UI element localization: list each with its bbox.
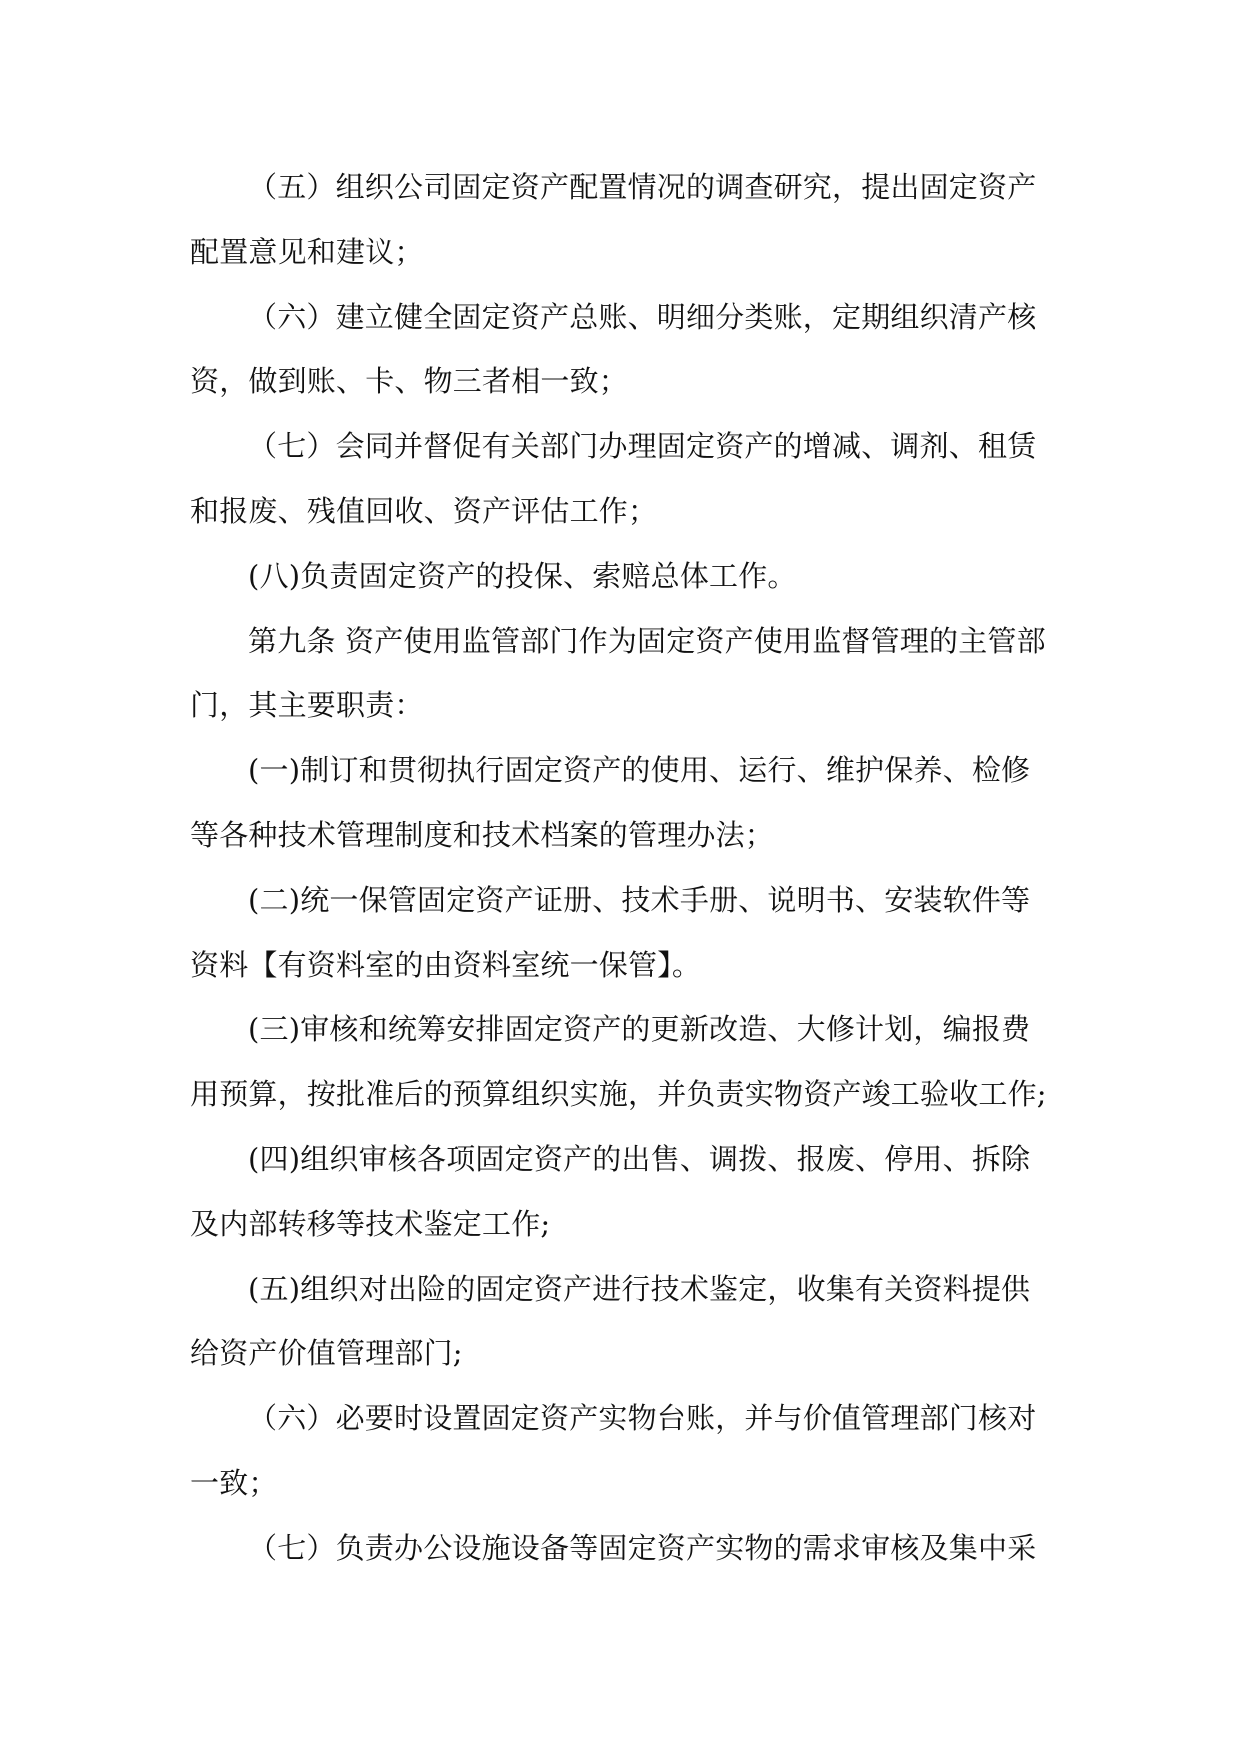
item-7-procurement: （七）负责办公设施设备等固定资产实物的需求审核及集中采 (248, 1530, 1037, 1565)
article-9-heading: 第九条 资产使用监管部门作为固定资产使用监督管理的主管部门，其主要职责： (190, 623, 1046, 723)
item-4-disposal-review: (四)组织审核各项固定资产的出售、调拨、报废、停用、拆除及内部转移等技术鉴定工作; (190, 1141, 1031, 1241)
item-1-management-rules: (一)制订和贯彻执行固定资产的使用、运行、维护保养、检修等各种技术管理制度和技术档案的管理办法； (190, 753, 1031, 852)
paragraph-5-config-research: （五）组织公司固定资产配置情况的调查研究，提出固定资产配置意见和建议； (190, 170, 1037, 269)
item-3-renewal-budget: (三)审核和统筹安排固定资产的更新改造、大修计划，编报费用预算，按批准后的预算组织实施，并负责实物资产竣工验收工作; (190, 1012, 1047, 1112)
document-body (190, 155, 1050, 1581)
item-2-document-custody: (二)统一保管固定资产证册、技术手册、说明书、安装软件等资料【有资料室的由资料室统一保管】。 (190, 882, 1031, 982)
item-6-physical-ledger: （六）必要时设置固定资产实物台账，并与价值管理部门核对一致； (190, 1401, 1037, 1500)
item-5-damage-assessment: (五)组织对出险的固定资产进行技术鉴定，收集有关资料提供给资产价值管理部门; (190, 1271, 1031, 1371)
paragraph-8-insurance: (八)负责固定资产的投保、索赔总体工作。 (248, 558, 797, 593)
paragraph-6-ledger: （六）建立健全固定资产总账、明细分类账，定期组织清产核资，做到账、卡、物三者相一致； (190, 299, 1037, 399)
paragraph-7-asset-changes: （七）会同并督促有关部门办理固定资产的增减、调剂、租赁和报废、残值回收、资产评估工作； (190, 429, 1037, 528)
